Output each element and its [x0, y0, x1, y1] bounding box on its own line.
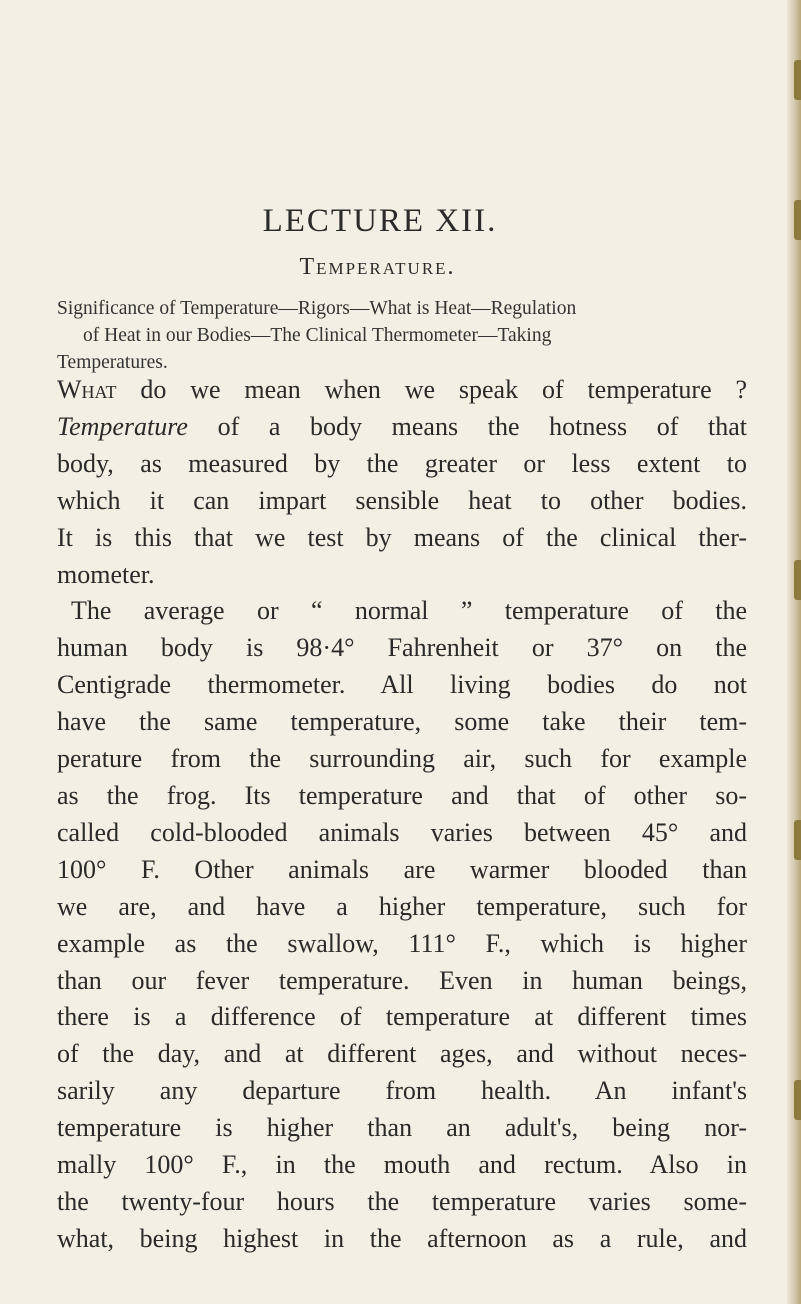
edge-mark: [794, 560, 801, 600]
text-fragment: do we mean when we speak of temperature ?: [116, 375, 747, 404]
text-line: example as the swallow, 111° F., which is higher: [57, 928, 747, 958]
text-line: called cold-blooded animals varies between 45° and: [57, 817, 747, 847]
text-line: temperature is higher than an adult's, being nor-: [57, 1113, 747, 1143]
text-line: as the frog. Its temperature and that of other so-: [57, 780, 747, 810]
text-line: Centigrade thermometer. All living bodies do not: [57, 670, 747, 700]
text-line: have the same temperature, some take their tem-: [57, 707, 747, 737]
text-line: there is a difference of temperature at different times: [57, 1002, 747, 1032]
text-line: than our fever temperature. Even in human beings,: [57, 965, 747, 995]
text-line: [57, 372, 747, 409]
text-line: perature from the surrounding air, such for example: [57, 744, 747, 774]
text-line: 100° F. Other animals are warmer blooded than: [57, 854, 747, 884]
text-line: which it can impart sensible heat to other bodies.: [57, 485, 747, 515]
chapter-summary: [57, 295, 747, 376]
text-line: the twenty-four hours the temperature varies some-: [57, 1186, 747, 1216]
lead-word: What: [57, 375, 117, 404]
edge-mark: [794, 200, 801, 240]
summary-line: Temperatures.: [57, 352, 168, 373]
edge-mark: [794, 1080, 801, 1120]
text-line: mometer.: [57, 559, 155, 589]
text-line: we are, and have a higher temperature, such for: [57, 891, 747, 921]
chapter-title: Temperature.: [299, 254, 456, 280]
italic-term: Temperature: [57, 411, 188, 441]
body-text: [57, 372, 747, 1258]
summary-line: of Heat in our Bodies—The Clinical Thermometer—Taking: [83, 325, 552, 346]
lecture-heading: LECTURE XII.: [262, 203, 498, 239]
text-fragment: of a body means the hotness of that: [187, 411, 747, 441]
text-line: It is this that we test by means of the clinical ther-: [57, 522, 747, 552]
edge-mark: [794, 60, 801, 100]
text-line: The average or “ normal ” temperature of the: [71, 596, 747, 626]
text-line: body, as measured by the greater or less extent to: [57, 448, 747, 478]
edge-mark: [794, 820, 801, 860]
text-line: [57, 409, 747, 446]
text-line: of the day, and at different ages, and without neces-: [57, 1039, 747, 1069]
text-line: human body is 98·4° Fahrenheit or 37° on the: [57, 633, 747, 663]
text-line: what, being highest in the afternoon as a rule, and: [57, 1223, 747, 1253]
summary-line: Significance of Temperature—Rigors—What is Heat—Regulation: [57, 298, 577, 319]
text-line: mally 100° F., in the mouth and rectum. Also in: [57, 1150, 747, 1180]
page-edge: [787, 0, 801, 1304]
text-line: sarily any departure from health. An infant's: [57, 1076, 747, 1106]
